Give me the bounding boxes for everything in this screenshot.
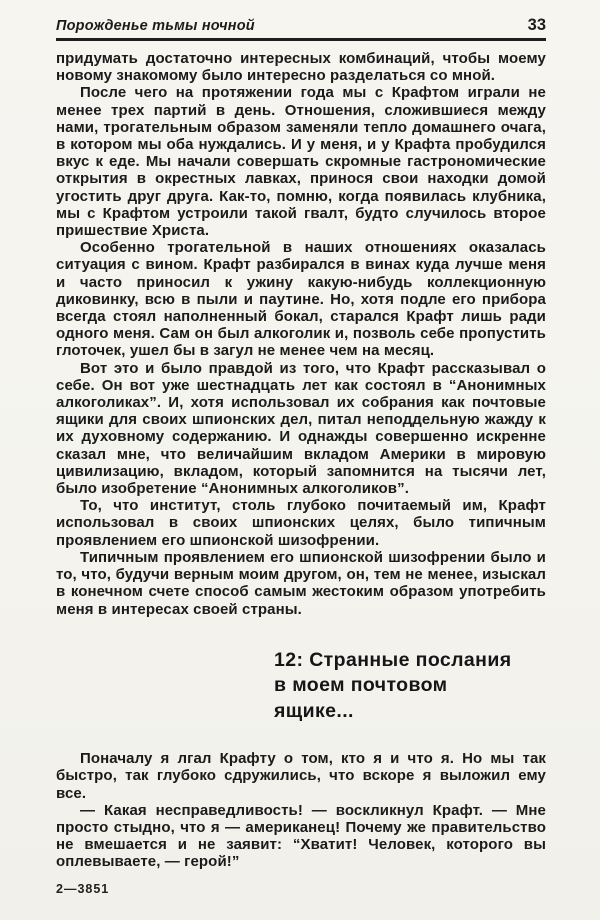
paragraph: После чего на протяжении года мы с Крафтом играли не менее трех партий в день. Отношения, сложившиеся между нами, трогательным образом заменяли тепло домашнего очага, в котором мы оба нуждались. И у меня, и у Крафта пробудился вкус к еде. Мы начали совершать скромные гастрономические открытия в окрестных лавках, принося свои находки домой угостить друг друга. Как-то, помню, когда появилась клубника, мы с Крафтом устроили такой гвалт, будто случилось второе пришествие Христа.: [56, 84, 546, 240]
body-text-block: [56, 50, 546, 618]
chapter-heading-line: ящике...: [274, 699, 354, 722]
page-number: 33: [527, 16, 546, 34]
paragraph: Типичным проявлением его шпионской шизофрении было и то, что, будучи верным моим другом, он, тем не менее, изыскал в конечном счете способ самым жестоким образом употребить меня в интересах своей страны.: [56, 548, 546, 618]
chapter-heading-line: в моем почтовом: [274, 674, 448, 697]
paragraph: — Какая несправедливость! — воскликнул Крафт. — Мне просто стыдно, что я — американец! Почему же правительство не вмешается и не заявит: “Хватит! Человек, которого вы оплевываете, — герой!”: [56, 801, 546, 871]
paragraph: Особенно трогательной в наших отношениях оказалась ситуация с вином. Крафт разбирался в винах куда лучше меня и часто приносил к ужину какую-нибудь коллекционную диковинку, всю в пыли и паутине. Но, хотя подле его прибора всегда стоял наполненный бокал, старался Крафт лишь ради одного меня. Сам он был алкоголик и, позволь себе пропустить глоточек, ушел бы в загул не менее чем на месяц.: [56, 239, 546, 360]
chapter-heading: [274, 648, 546, 725]
page-header: [56, 16, 546, 41]
print-signature: 2—3851: [56, 882, 110, 896]
paragraph: Поначалу я лгал Крафту о том, кто я и что я. Но мы так быстро, так глубоко сдружились, что вскоре я выложил ему все.: [56, 750, 546, 802]
paragraph: придумать достаточно интересных комбинаций, чтобы моему новому знакомому было интересно разделаться со мной.: [56, 50, 546, 85]
running-title: Порожденье тьмы ночной: [56, 18, 255, 34]
paragraph: Вот это и было правдой из того, что Крафт рассказывал о себе. Он вот уже шестнадцать лет как состоял в “Анонимных алкоголиках”. И, хотя использовал их собрания как почтовые ящики для своих шпионских дел, питал неподдельную жажду к их духовному содержанию. И однажды совершенно искренне сказал мне, что величайшим вкладом Америки в мировую цивилизацию, вкладом, который запомнится на тысячи лет, было изобретение “Анонимных алкоголиков”.: [56, 359, 546, 498]
body-text-block-after-heading: [56, 750, 546, 870]
paragraph: То, что институт, столь глубоко почитаемый им, Крафт использовал в своих шпионских целях, было типичным проявлением его шпионской шизофрении.: [56, 497, 546, 549]
chapter-heading-line: 12: Странные послания: [274, 648, 512, 671]
